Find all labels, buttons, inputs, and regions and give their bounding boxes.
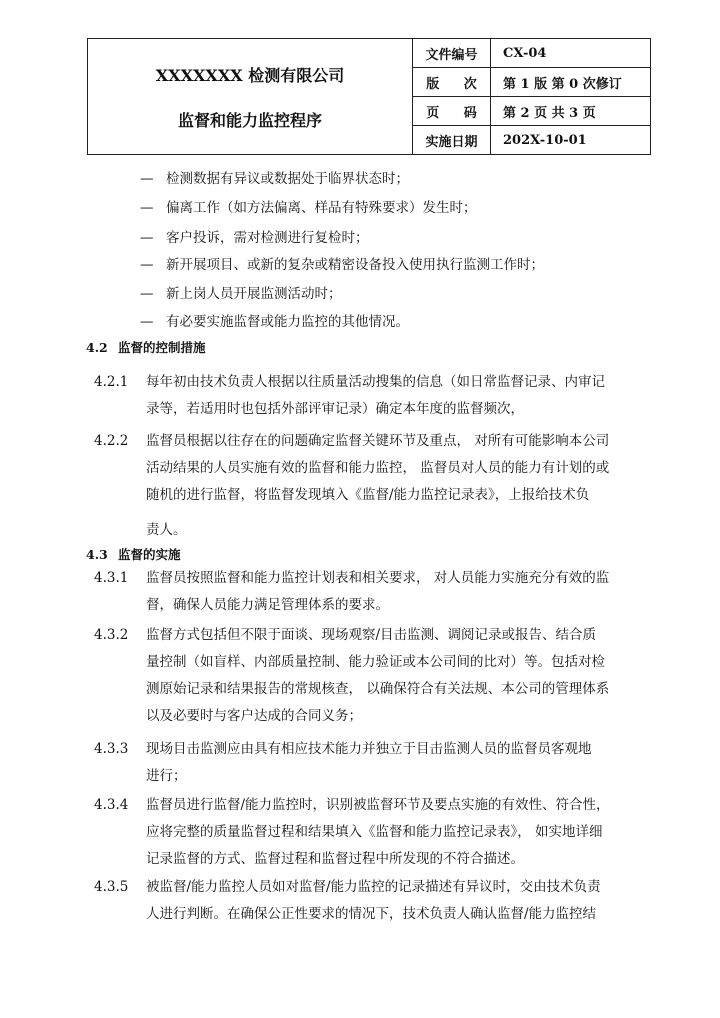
page-value: 第 2 页 共 3 页 (491, 97, 651, 126)
section-heading-4-3: 4.3 监督的实施 (86, 547, 181, 562)
edition-label: 版 次 (413, 68, 491, 97)
clause-4-3-5: 4.3.5 被监督/能力监控人员如对监督/能力监控的记录描述有异议时，交由技术负责 人进行判断。在确保公正性要求的情况下，技术负责人确认监督/能力监控结 (94, 874, 654, 928)
document-header-table (87, 38, 651, 155)
file-number-value: CX-04 (491, 39, 651, 68)
effective-date-label: 实施日期 (413, 126, 491, 155)
clause-number: 4.3.3 (94, 741, 129, 757)
clause-number: 4.2.2 (94, 433, 129, 449)
clause-4-3-4: 4.3.4 监督员进行监督/能力监控时，识别被监督环节及要点实施的有效性、符合性， 应将完整的质量监督过程和结果填入《监督和能力监控记录表》， 如实地详细 记录监督的方式、监督过程和监督过程中所发现的不符合描述。 (94, 792, 654, 873)
list-item: — 新开展项目、或新的复杂或精密设备投入使用执行监测工作时； (140, 257, 544, 273)
list-item: — 检测数据有异议或数据处于临界状态时； (140, 171, 409, 187)
page-label: 页 码 (413, 97, 491, 126)
list-item: — 有必要实施监督或能力监控的其他情况。 (140, 314, 409, 330)
clause-number: 4.3.4 (94, 797, 129, 813)
effective-date-value: 202X-10-01 (491, 126, 651, 155)
clause-number: 4.2.1 (94, 374, 129, 390)
company-name: XXXXXXX 检测有限公司 (155, 65, 345, 85)
clause-4-2-2: 4.2.2 监督员根据以往存在的问题确定监督关键环节及重点， 对所有可能影响本公司 活动结果的人员实施有效的监督和能力监控， 监督员对人员的能力有计划的或 随机的进行监督，将监督发现填入《监督/能力监控记录表》，上报给技术负 责人。 (94, 428, 654, 544)
list-item: — 客户投诉，需对检测进行复检时； (140, 230, 369, 246)
clause-4-2-1: 4.2.1 每年初由技术负责人根据以往质量活动搜集的信息（如日常监督记录、内审记 录等，若适用时也包括外部评审记录）确定本年度的监督频次， (94, 369, 654, 423)
clause-number: 4.3.2 (94, 627, 129, 643)
edition-value: 第 1 版 第 0 次修订 (491, 68, 651, 97)
list-item: — 偏离工作（如方法偏离、样品有特殊要求）发生时； (140, 200, 477, 216)
clause-4-3-1: 4.3.1 监督员按照监督和能力监控计划表和相关要求， 对人员能力实施充分有效的监 督，确保人员能力满足管理体系的要求。 (94, 565, 654, 619)
file-number-label: 文件编号 (413, 39, 491, 68)
clause-4-3-2: 4.3.2 监督方式包括但不限于面谈、现场观察/目击监测、调阅记录或报告、结合质 量控制（如盲样、内部质量控制、能力验证或本公司间的比对）等。包括对检 测原始记录和结果报告的常规核查， 以确保符合有关法规、本公司的管理体系 以及必要时与客户达成的合同义务； (94, 622, 654, 730)
clause-number: 4.3.5 (94, 879, 129, 895)
company-title-cell (88, 39, 413, 155)
document-title: 监督和能力监控程序 (177, 110, 322, 130)
clause-4-3-3: 4.3.3 现场目击监测应由具有相应技术能力并独立于目击监测人员的监督员客观地 进行； (94, 736, 654, 790)
clause-number: 4.3.1 (94, 570, 129, 586)
section-heading-4-2: 4.2 监督的控制措施 (86, 340, 206, 355)
list-item: — 新上岗人员开展监测活动时； (140, 286, 342, 302)
